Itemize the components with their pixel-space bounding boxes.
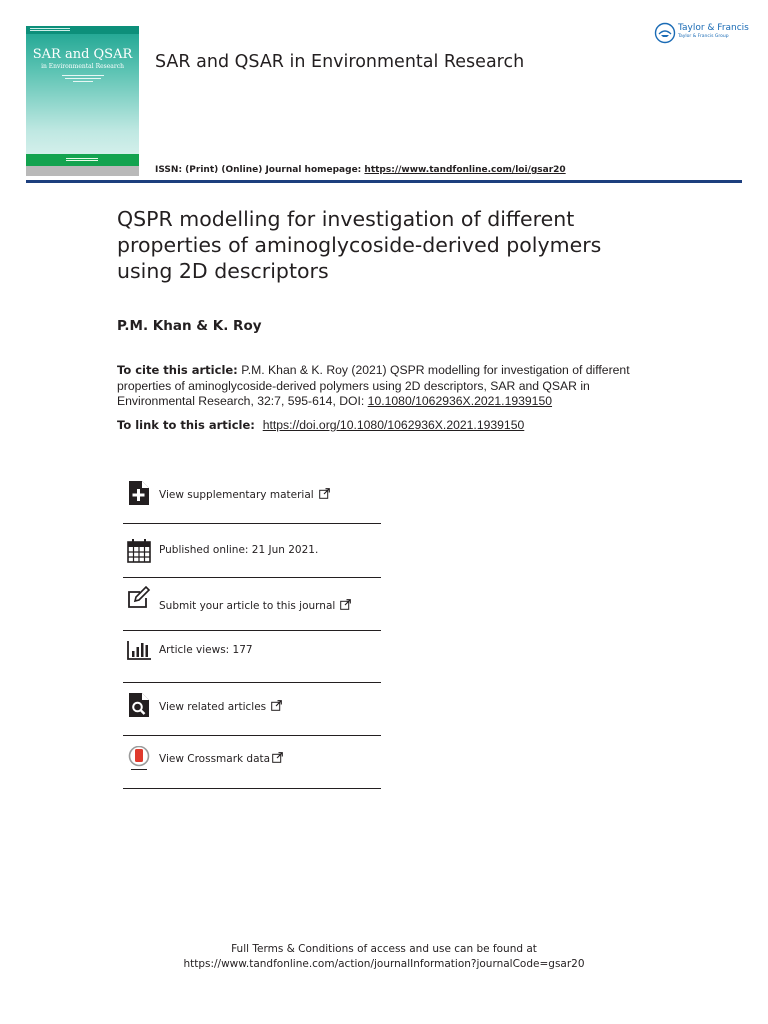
publisher-tagline: Taylor & Francis Group: [678, 34, 729, 39]
published-item: [123, 524, 381, 578]
calendar-icon: [127, 539, 151, 565]
published-label: Published online: 21 Jun 2021.: [159, 544, 319, 556]
cover-subtitle: in Environmental Research: [41, 63, 124, 70]
search-document-icon: [127, 692, 151, 718]
supplementary-item[interactable]: [123, 472, 381, 524]
citation-label: To cite this article:: [117, 363, 238, 377]
header-divider: [26, 180, 742, 183]
article-views-item: [123, 631, 381, 683]
submit-article-label: Submit your article to this journal: [159, 599, 351, 612]
footer: [0, 942, 768, 972]
citation-text: P.M. Khan & K. Roy (2021) QSPR modelling for investigation of different properties of aminoglycoside-derived polymers using 2D descriptors, SAR and QSAR in Environmental Research, 32:7, 595-614, DOI:: [117, 363, 630, 409]
article-link-label: To link to this article:: [117, 418, 255, 432]
cover-base: [26, 166, 139, 176]
article-info-list: [123, 472, 381, 789]
citation-doi-link[interactable]: 10.1080/1062936X.2021.1939150: [367, 394, 553, 409]
crossmark-item[interactable]: [123, 736, 381, 789]
cover-top-band: [26, 26, 139, 34]
issn-text: ISSN: (Print) (Online) Journal homepage:: [155, 165, 362, 175]
cover-title: SAR and QSAR: [32, 47, 133, 62]
supplementary-label: View supplementary material: [159, 488, 330, 501]
article-authors: P.M. Khan & K. Roy: [117, 318, 262, 334]
publisher-logo-icon: [654, 22, 676, 44]
cover-footer-band: [26, 154, 139, 166]
related-articles-label: View related articles: [159, 700, 282, 713]
bar-chart-icon: [127, 639, 151, 665]
external-link-icon: [340, 599, 351, 610]
publisher-logo: [654, 22, 749, 46]
supplementary-plus-icon: [127, 480, 151, 506]
journal-homepage-link[interactable]: https://www.tandfonline.com/loi/gsar20: [364, 165, 566, 175]
submit-article-item[interactable]: [123, 578, 381, 631]
citation-block: [117, 363, 637, 410]
crossmark-icon: [127, 746, 151, 772]
article-doi-link[interactable]: https://doi.org/10.1080/1062936X.2021.1939150: [262, 418, 525, 432]
publisher-name: Taylor & Francis: [678, 23, 749, 33]
issn-line: [155, 165, 566, 175]
related-articles-item[interactable]: [123, 683, 381, 736]
journal-name: SAR and QSAR in Environmental Research: [155, 52, 525, 72]
article-views-label: Article views: 177: [159, 644, 253, 656]
external-link-icon: [271, 700, 282, 711]
footer-terms-link[interactable]: https://www.tandfonline.com/action/journalInformation?journalCode=gsar20: [183, 958, 585, 970]
crossmark-label: View Crossmark data: [159, 752, 283, 765]
article-link-block: [117, 418, 524, 432]
article-title: QSPR modelling for investigation of different properties of aminoglycoside-derived polymers using 2D descriptors: [117, 207, 602, 283]
cover-details: [56, 73, 109, 84]
edit-icon: [127, 586, 151, 612]
footer-terms-text: Full Terms & Conditions of access and use can be found at: [231, 943, 537, 955]
external-link-icon: [319, 488, 330, 499]
journal-cover-image: [26, 26, 139, 176]
external-link-icon: [272, 752, 283, 763]
